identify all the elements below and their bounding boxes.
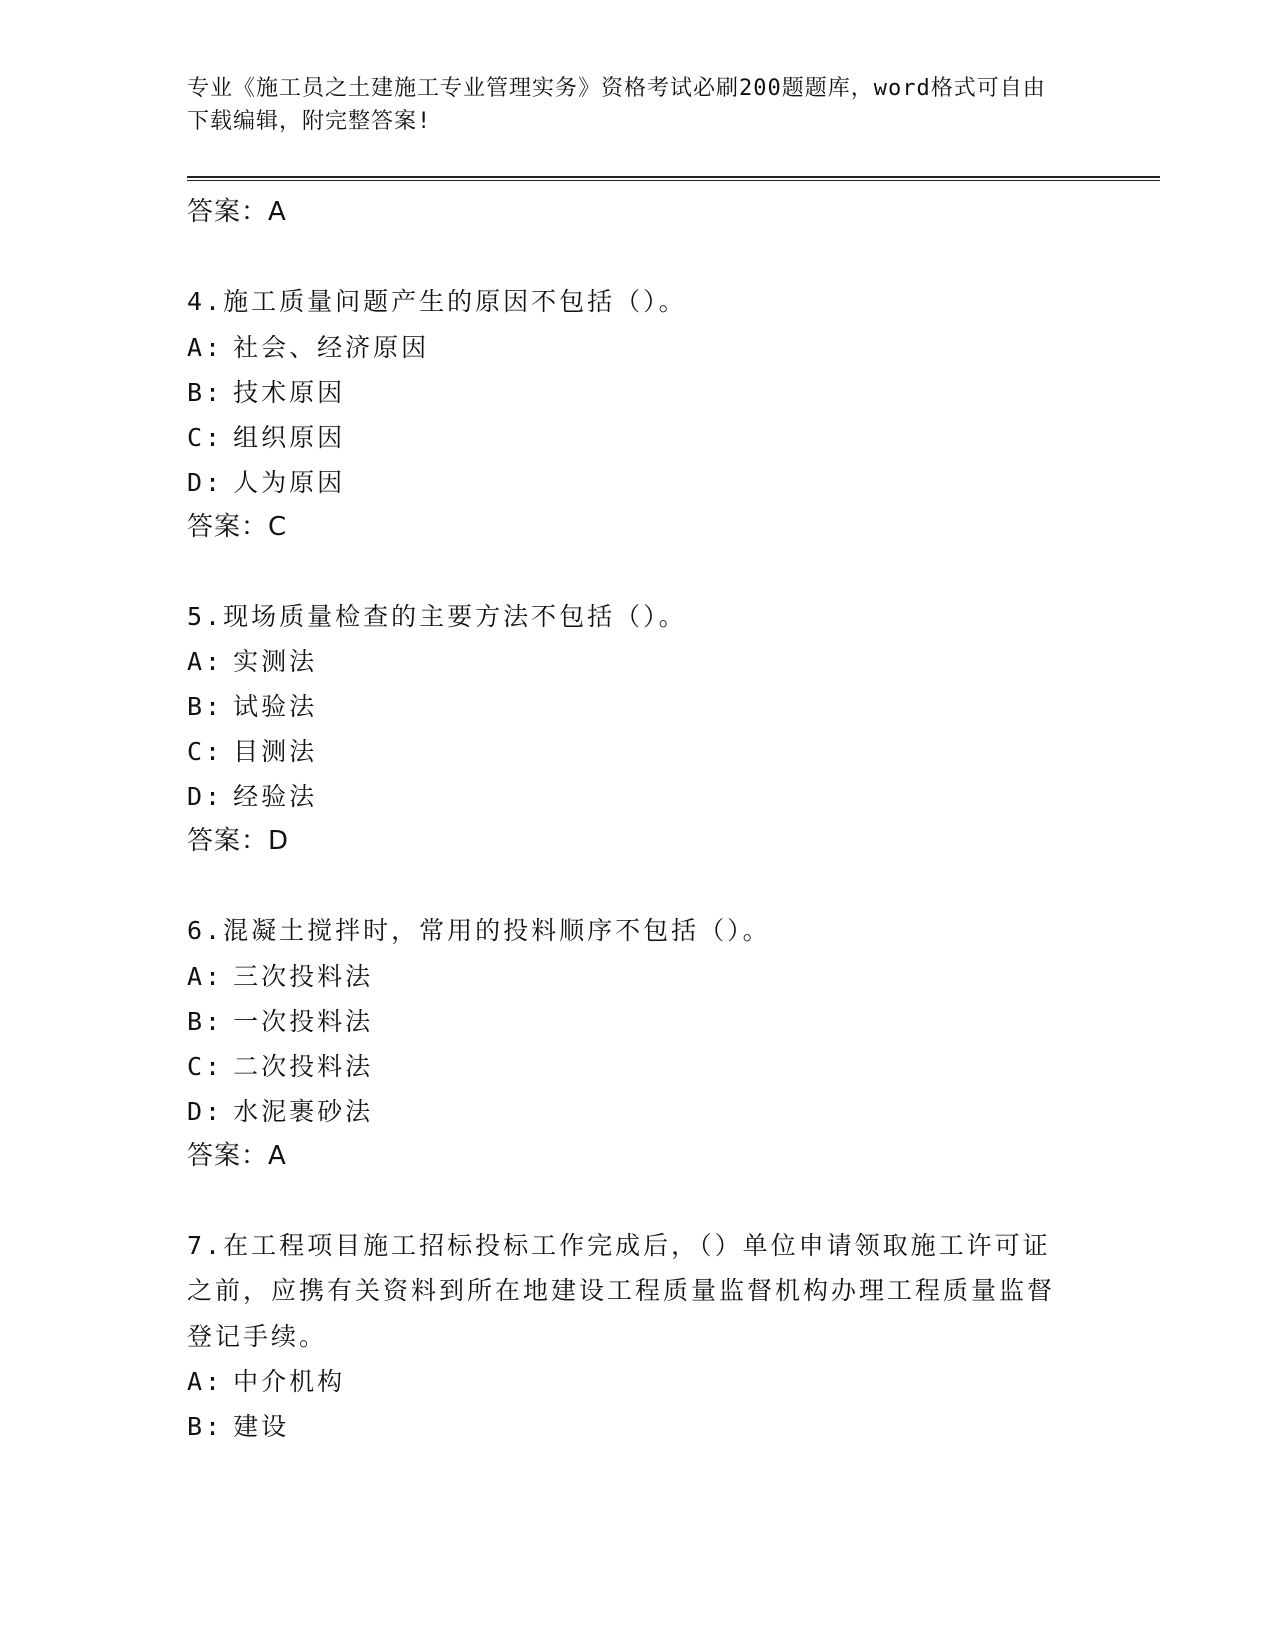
option-key: A:: [187, 647, 224, 676]
option-text: 组织原因: [233, 422, 346, 452]
option-key: D:: [187, 782, 224, 811]
option-key: D:: [187, 467, 224, 497]
option-text: 社会、经济原因: [233, 332, 430, 362]
option-c: [187, 1044, 1067, 1089]
option-text: 试验法: [233, 692, 318, 721]
document-header: [187, 72, 1067, 138]
option-text: 建设: [233, 1412, 290, 1441]
spacer: [187, 1178, 1067, 1223]
option-text: 一次投料法: [233, 1006, 374, 1036]
option-d: [187, 774, 1067, 819]
header-divider: [187, 176, 1160, 181]
option-key: B:: [187, 1412, 224, 1441]
header-text: 专业《施工员之土建施工专业管理实务》资格考试必刷200题题库，word格式可自由下载编辑，附完整答案!: [187, 76, 1046, 134]
answer-line: 答案：D: [187, 826, 290, 856]
option-key: A:: [187, 1367, 224, 1396]
answer-line: 答案：A: [187, 197, 287, 227]
option-b: [187, 999, 1067, 1044]
option-c: [187, 415, 1067, 460]
option-text: 三次投料法: [233, 961, 374, 991]
question-stem: 7.在工程项目施工招标投标工作完成后，（）单位申请领取施工许可证之前，应携有关资料到所在地建设工程质量监督机构办理工程质量监督登记手续。: [187, 1230, 1056, 1351]
question-stem: 6.混凝土搅拌时，常用的投料顺序不包括（）。: [187, 916, 771, 945]
answer-line: 答案：C: [187, 511, 288, 542]
option-key: B:: [187, 1006, 224, 1036]
option-key: C:: [187, 737, 224, 766]
option-text: 技术原因: [233, 377, 346, 407]
option-d: [187, 1089, 1067, 1134]
option-b: [187, 1404, 1067, 1449]
option-key: C:: [187, 1051, 224, 1081]
option-text: 水泥裹砂法: [233, 1096, 374, 1126]
option-a: [187, 325, 1067, 370]
question-5: [187, 594, 1067, 864]
option-a: [187, 1359, 1067, 1404]
spacer: [187, 863, 1067, 908]
option-key: B:: [187, 692, 224, 721]
option-text: 二次投料法: [233, 1051, 374, 1081]
option-c: [187, 729, 1067, 774]
question-4: [187, 279, 1067, 549]
option-key: C:: [187, 422, 224, 452]
option-text: 人为原因: [233, 467, 346, 497]
question-stem: 5.现场质量检查的主要方法不包括（）。: [187, 601, 687, 631]
option-key: A:: [187, 961, 224, 991]
option-key: A:: [187, 332, 224, 362]
option-text: 实测法: [233, 647, 318, 676]
option-b: [187, 370, 1067, 415]
question-6: [187, 908, 1067, 1178]
option-text: 中介机构: [233, 1367, 346, 1396]
option-key: D:: [187, 1096, 224, 1126]
option-a: [187, 639, 1067, 684]
option-a: [187, 954, 1067, 999]
option-b: [187, 684, 1067, 729]
option-d: [187, 460, 1067, 505]
option-text: 目测法: [233, 737, 318, 766]
answer-line: 答案：A: [187, 1140, 287, 1171]
spacer: [187, 234, 1067, 279]
option-text: 经验法: [233, 782, 318, 811]
option-key: B:: [187, 377, 224, 407]
spacer: [187, 549, 1067, 594]
question-stem: 4.施工质量问题产生的原因不包括（）。: [187, 287, 687, 316]
question-list: [187, 190, 1067, 1449]
question-7: [187, 1223, 1067, 1450]
